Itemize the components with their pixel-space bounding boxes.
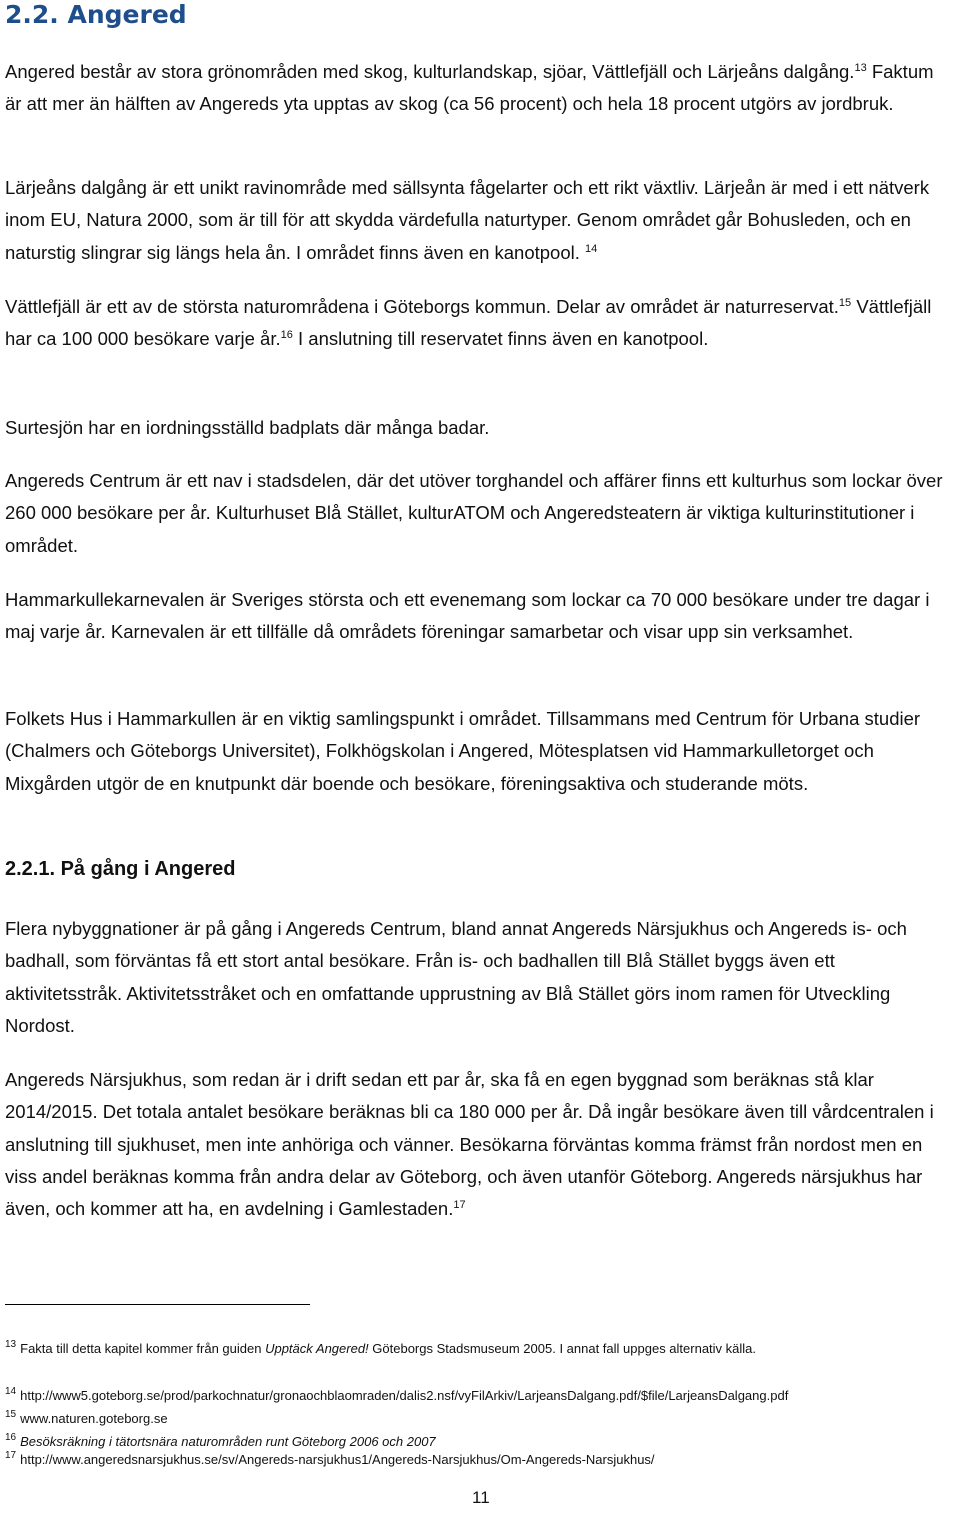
paragraph-vattlefjall: Vättlefjäll är ett av de största naturområdena i Göteborgs kommun. Delar av området är naturreservat.$^{15}$ Vättlefjäll har ca 100 000 besökare varje år.$^{16}$ I anslutning till reservatet finns även en kanotpool.	[5, 296, 932, 350]
footnote-ref-17[interactable]: 17	[453, 1199, 466, 1212]
footnote-link[interactable]: www.naturen.goteborg.se	[20, 1411, 168, 1426]
section-heading: 2.2. Angered	[5, 0, 187, 29]
paragraph-narsjukhus: Angereds Närsjukhus, som redan är i drift sedan ett par år, ska få en egen byggnad som beräknas stå klar 2014/2015. Det totala antalet besökare beräknas bli ca 180 000 per år. Då ingår besökare även till vårdcentralen i anslutning till sjukhuset, men inte anhöriga och vänner. Besökarna förväntas komma främst från nordost men en viss andel beräknas komma från andra delar av Göteborg, och även utanför Göteborg. Angereds närsjukhus har även, och kommer att ha, en avdelning i Gamlestaden.$^{17}$	[5, 1069, 934, 1220]
footnote-ref-13[interactable]: 13	[854, 62, 867, 74]
footnote-16: $^{16}$ Besöksräkning i tätortsnära naturområden runt Göteborg 2006 och 2007	[5, 1432, 436, 1449]
paragraph-karneval: Hammarkullekarnevalen är Sveriges största och ett evenemang som lockar ca 70 000 besökare under tre dagar i maj varje år. Karnevalen är ett tillfälle då områdets föreningar samarbetar och visar upp sin verksamhet.	[5, 589, 930, 643]
paragraph-surtesjon: Surtesjön har en iordningsställd badplats där många badar.	[5, 417, 490, 438]
footnote-link[interactable]: http://www5.goteborg.se/prod/parkochnatur/gronaochblaomraden/dalis2.nsf/vyFilArkiv/LarjeansDalgang.pdf/$file/LarjeansDalgang.pdf	[20, 1388, 789, 1403]
footnote-link[interactable]: http://www.angeredsnarsjukhus.se/sv/Angereds-narsjukhus1/Angereds-Narsjukhus/Om-Angereds-Narsjukhus/	[20, 1452, 655, 1467]
footnote-13: $^{13}$ Fakta till detta kapitel kommer från guiden Upptäck Angered! Göteborgs Stadsmuseum 2005. I annat fall uppges alternativ källa.	[5, 1339, 757, 1356]
footnote-ref-14[interactable]: 14	[585, 242, 598, 255]
paragraph-intro: Angered består av stora grönområden med skog, kulturlandskap, sjöar, Vättlefjäll och Lärjeåns dalgång.$^{13}$ Faktum är att mer än hälften av Angereds yta upptas av skog (ca 56 procent) och hela 18 procent utgörs av jordbruk.	[5, 61, 934, 115]
footnote-15: $^{15}$ www.naturen.goteborg.se	[5, 1409, 168, 1426]
page-number: 11	[472, 1488, 490, 1507]
footnote-ref-15[interactable]: 15	[838, 297, 852, 309]
paragraph-centrum: Angereds Centrum är ett nav i stadsdelen, där det utöver torghandel och affärer finns ett kulturhus som lockar över 260 000 besökare per år. Kulturhuset Blå Stället, kulturATOM och Angeredsteatern är viktiga kulturinstitutioner i området.	[5, 470, 943, 556]
footnote-separator	[5, 1304, 310, 1305]
subsection-heading: 2.2.1. På gång i Angered	[5, 858, 236, 880]
paragraph-nybyggnationer: Flera nybyggnationer är på gång i Angereds Centrum, bland annat Angereds Närsjukhus och Angereds is- och badhall, som förväntas få ett stort antal besökare. Från is- och badhallen till Blå Stället byggs även ett aktivitetsstråk. Aktivitetsstråket och en omfattande upprustning av Blå Stället görs inom ramen för Utveckling Nordost.	[5, 918, 907, 1036]
paragraph-larjean: Lärjeåns dalgång är ett unikt ravinområde med sällsynta fågelarter och ett rikt växtliv. Lärjeån är med i ett nätverk inom EU, Natura 2000, som är till för att skydda värdefulla naturtyper. Genom området går Bohusleden, och en naturstig slingrar sig längs hela ån. I området finns även en kanotpool. $^{14}$	[5, 177, 930, 263]
footnote-ref-16[interactable]: 16	[280, 329, 293, 342]
footnote-14: $^{14}$ http://www5.goteborg.se/prod/parkochnatur/gronaochblaomraden/dalis2.nsf/vyFilArkiv/LarjeansDalgang.pdf/$file/LarjeansDalgang.pdf	[5, 1386, 789, 1403]
footnote-17: $^{17}$ http://www.angeredsnarsjukhus.se/sv/Angereds-narsjukhus1/Angereds-Narsjukhus/Om-Angereds-Narsjukhus/	[5, 1450, 655, 1467]
paragraph-folkets-hus: Folkets Hus i Hammarkullen är en viktig samlingspunkt i området. Tillsammans med Centrum för Urbana studier (Chalmers och Göteborgs Universitet), Folkhögskolan i Angered, Mötesplatsen vid Hammarkulletorget och Mixgården utgör de en knutpunkt där boende och besökare, föreningsaktiva och studerande möts.	[5, 708, 921, 794]
